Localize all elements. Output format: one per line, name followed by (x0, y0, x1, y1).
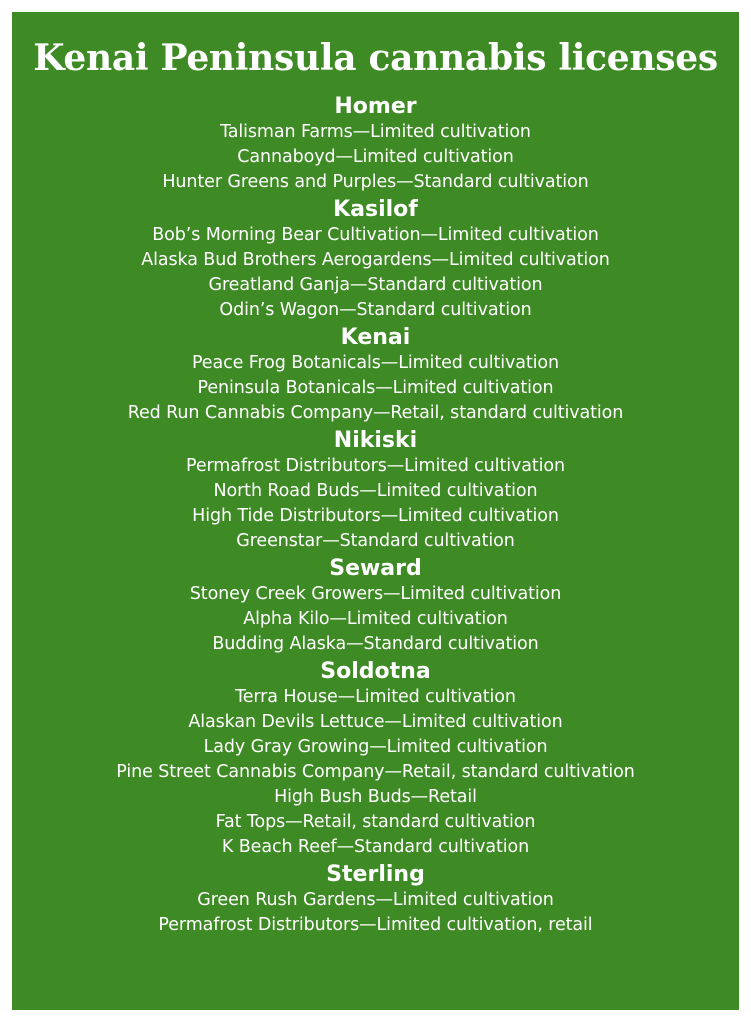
license-item: Pine Street Cannabis Company—Retail, standard cultivation (116, 762, 635, 782)
page-title: Kenai Peninsula cannabis licenses (33, 37, 718, 79)
license-item: Bob’s Morning Bear Cultivation—Limited cultivation (152, 225, 599, 245)
license-panel (12, 12, 739, 1010)
license-item: Greenstar—Standard cultivation (236, 531, 515, 551)
town-section-seward (12, 556, 739, 657)
license-item: Peninsula Botanicals—Limited cultivation (197, 378, 554, 398)
license-item: Cannaboyd—Limited cultivation (237, 147, 514, 167)
town-section-kasilof (12, 197, 739, 323)
license-item: Budding Alaska—Standard cultivation (212, 634, 539, 654)
license-item: Talisman Farms—Limited cultivation (220, 122, 531, 142)
town-name: Sterling (326, 862, 425, 887)
town-section-kenai (12, 325, 739, 426)
license-item: Alaskan Devils Lettuce—Limited cultivation (188, 712, 563, 732)
license-item: Alpha Kilo—Limited cultivation (243, 609, 508, 629)
town-section-nikiski (12, 428, 739, 554)
town-section-sterling (12, 862, 739, 938)
license-item: Hunter Greens and Purples—Standard cultivation (162, 172, 589, 192)
town-section-soldotna (12, 659, 739, 860)
license-item: Odin’s Wagon—Standard cultivation (219, 300, 532, 320)
town-name: Kenai (340, 325, 411, 350)
town-name: Seward (329, 556, 422, 581)
town-section-homer (12, 94, 739, 195)
license-item: Stoney Creek Growers—Limited cultivation (189, 584, 562, 604)
license-item: Peace Frog Botanicals—Limited cultivation (191, 353, 560, 373)
license-item: Permafrost Distributors—Limited cultivation (186, 456, 565, 476)
license-item: Alaska Bud Brothers Aerogardens—Limited cultivation (141, 250, 610, 270)
license-item: Green Rush Gardens—Limited cultivation (197, 890, 554, 910)
license-item: Fat Tops—Retail, standard cultivation (215, 812, 536, 832)
license-item: Lady Gray Growing—Limited cultivation (203, 737, 548, 757)
town-name: Soldotna (320, 659, 431, 684)
license-item: Red Run Cannabis Company—Retail, standard cultivation (127, 403, 624, 423)
license-item: Permafrost Distributors—Limited cultivation, retail (158, 915, 593, 935)
license-item: High Bush Buds—Retail (274, 787, 477, 807)
license-item: High Tide Distributors—Limited cultivation (192, 506, 559, 526)
license-item: K Beach Reef—Standard cultivation (221, 837, 530, 857)
license-item: Greatland Ganja—Standard cultivation (208, 275, 543, 295)
license-item: Terra House—Limited cultivation (235, 687, 516, 707)
town-name: Nikiski (333, 428, 418, 453)
town-name: Homer (334, 94, 417, 119)
town-name: Kasilof (333, 197, 418, 222)
license-item: North Road Buds—Limited cultivation (213, 481, 538, 501)
